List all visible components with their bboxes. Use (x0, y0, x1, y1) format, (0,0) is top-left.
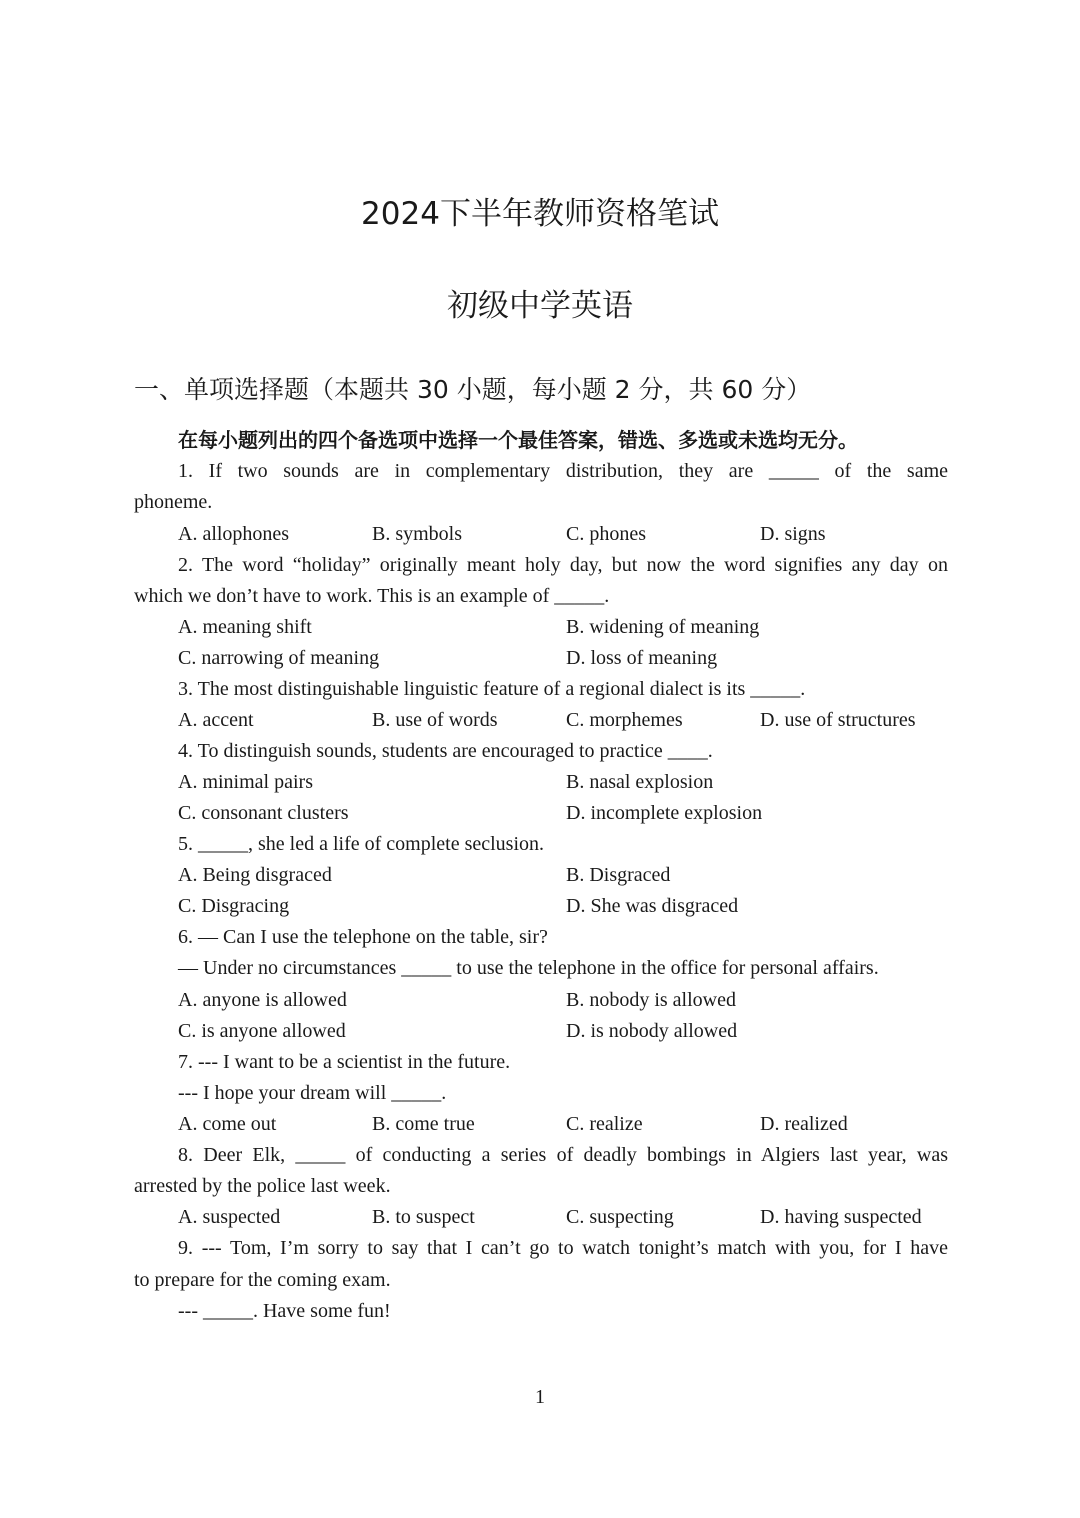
question-3-stem: 3. The most distinguishable linguistic feature of a regional dialect is its _____. (178, 678, 806, 700)
question-9-stem-line-1: 9. --- Tom, I’m sorry to say that I can’t go to watch tonight’s match with you, for I have (178, 1237, 948, 1259)
option-a: A. meaning shift (178, 616, 312, 638)
question-7-options (178, 1109, 948, 1140)
option-b: B. to suspect (372, 1206, 475, 1228)
option-c: C. phones (566, 523, 646, 545)
question-2-options-row-1 (178, 612, 948, 643)
page-number: 1 (535, 1386, 545, 1408)
question-8-options (178, 1202, 948, 1233)
option-d: D. signs (760, 523, 826, 545)
option-d: D. is nobody allowed (566, 1020, 738, 1042)
question-4-stem: 4. To distinguish sounds, students are encouraged to practice ____. (178, 740, 713, 762)
option-c: C. consonant clusters (178, 802, 349, 824)
option-b: B. symbols (372, 523, 463, 545)
question-7-stem-line-2: --- I hope your dream will _____. (178, 1082, 447, 1104)
option-a: A. minimal pairs (178, 771, 313, 793)
option-b: B. widening of meaning (566, 616, 760, 638)
option-b: B. use of words (372, 709, 498, 731)
option-a: A. accent (178, 709, 254, 731)
option-c: C. suspecting (566, 1206, 674, 1228)
exam-subject: 初级中学英语 (447, 288, 633, 324)
question-4-options-row-2 (178, 798, 948, 829)
question-6-stem-line-2: — Under no circumstances _____ to use the telephone in the office for personal affairs. (178, 957, 879, 979)
question-3-options (178, 705, 948, 736)
question-8-stem-line-2: arrested by the police last week. (134, 1175, 391, 1197)
option-a: A. Being disgraced (178, 864, 332, 886)
option-d: D. loss of meaning (566, 647, 718, 669)
option-b: B. nobody is allowed (566, 989, 736, 1011)
option-b: B. nasal explosion (566, 771, 714, 793)
option-d: D. She was disgraced (566, 895, 739, 917)
question-1-stem-line-2: phoneme. (134, 491, 213, 513)
option-d: D. use of structures (760, 709, 916, 731)
option-c: C. narrowing of meaning (178, 647, 380, 669)
question-6-options-row-1 (178, 985, 948, 1016)
question-2-options-row-2 (178, 643, 948, 674)
option-c: C. is anyone allowed (178, 1020, 346, 1042)
option-c: C. morphemes (566, 709, 683, 731)
question-5-options-row-1 (178, 860, 948, 891)
section-heading: 一、单项选择题（本题共 30 小题，每小题 2 分，共 60 分） (134, 375, 812, 404)
option-c: C. Disgracing (178, 895, 290, 917)
question-5-options-row-2 (178, 891, 948, 922)
question-2-stem-line-2: which we don’t have to work. This is an example of _____. (134, 585, 610, 607)
question-4-options-row-1 (178, 767, 948, 798)
question-8-stem-line-1: 8. Deer Elk, _____ of conducting a series of deadly bombings in Algiers last year, was (178, 1144, 948, 1166)
option-d: D. realized (760, 1113, 848, 1135)
option-c: C. realize (566, 1113, 643, 1135)
option-d: D. having suspected (760, 1206, 922, 1228)
question-6-stem-line-1: 6. — Can I use the telephone on the table, sir? (178, 926, 548, 948)
option-a: A. allophones (178, 523, 290, 545)
section-instruction: 在每小题列出的四个备选项中选择一个最佳答案，错选、多选或未选均无分。 (178, 428, 858, 452)
question-2-stem-line-1: 2. The word “holiday” originally meant holy day, but now the word signifies any day on (178, 554, 948, 576)
question-6-options-row-2 (178, 1016, 948, 1047)
question-1-stem-line-1: 1. If two sounds are in complementary distribution, they are _____ of the same (178, 460, 948, 482)
option-a: A. come out (178, 1113, 277, 1135)
question-9-stem-line-2: to prepare for the coming exam. (134, 1269, 391, 1291)
question-1-options (178, 519, 948, 550)
option-d: D. incomplete explosion (566, 802, 763, 824)
question-7-stem-line-1: 7. --- I want to be a scientist in the future. (178, 1051, 511, 1073)
option-b: B. Disgraced (566, 864, 671, 886)
option-a: A. anyone is allowed (178, 989, 347, 1011)
exam-title: 2024下半年教师资格笔试 (361, 196, 719, 232)
option-b: B. come true (372, 1113, 475, 1135)
option-a: A. suspected (178, 1206, 281, 1228)
question-9-stem-line-3: --- _____. Have some fun! (178, 1300, 391, 1322)
question-5-stem: 5. _____, she led a life of complete seclusion. (178, 833, 545, 855)
